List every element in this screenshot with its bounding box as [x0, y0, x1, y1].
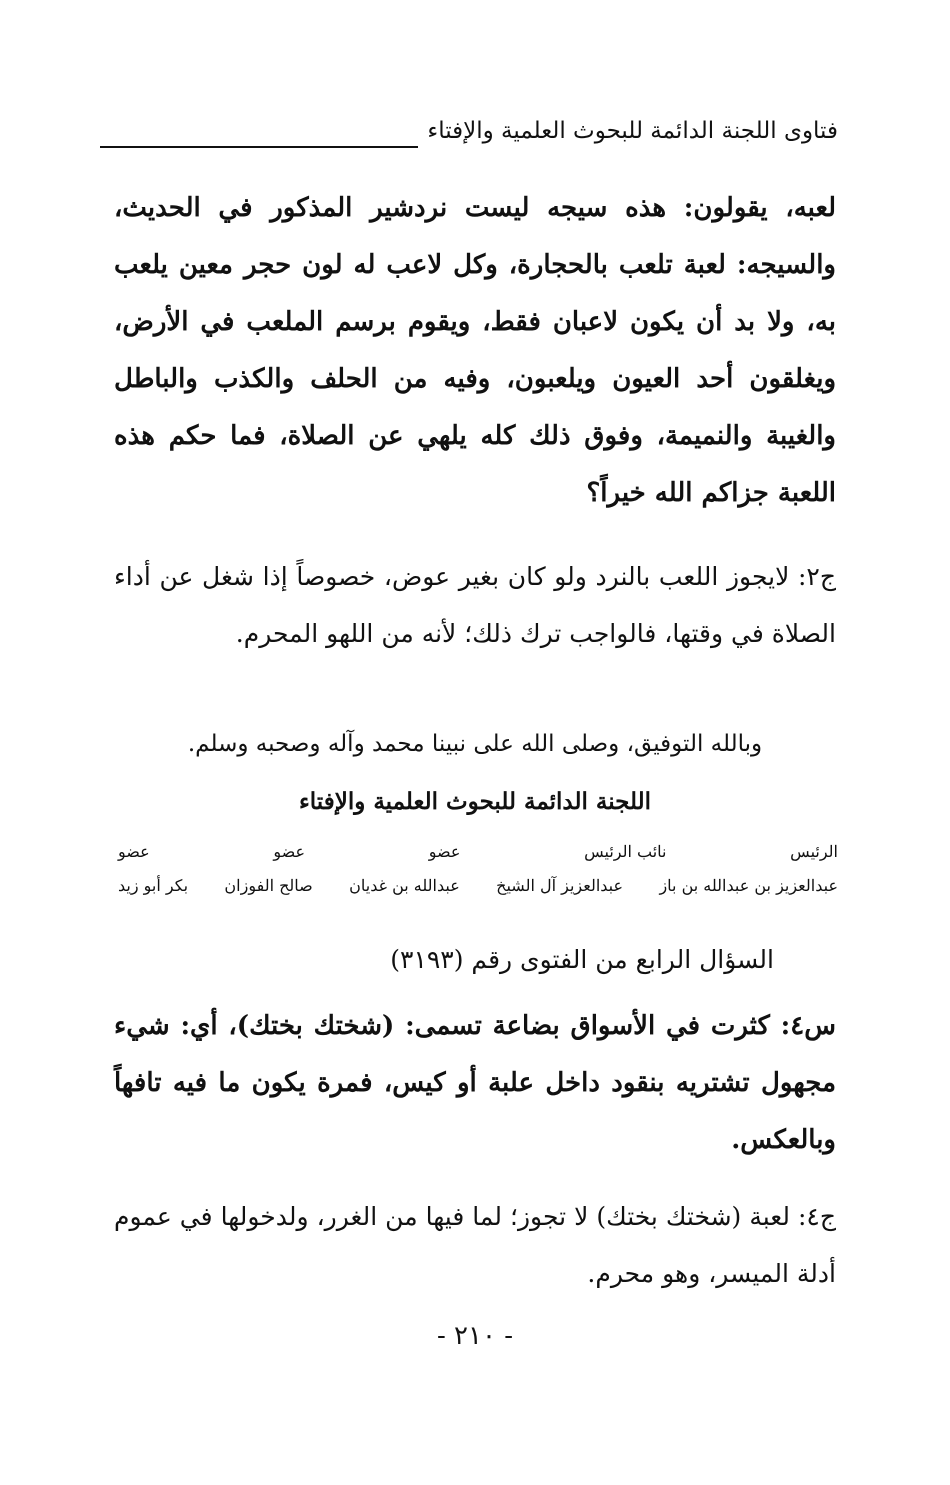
header-title: فتاوى اللجنة الدائمة للبحوث العلمية والإفتاء [427, 118, 838, 144]
signatory-name: عبدالعزيز بن عبدالله بن باز [659, 876, 838, 895]
signatory-role: عضو [118, 842, 150, 861]
header-rule [100, 146, 418, 148]
question-3-continuation: لعبه، يقولون: هذه سيجه ليست نردشير المذكور في الحديث، والسيجه: لعبة تلعب بالحجارة، وكل لاعب له لون حجر معين يلعب به، ولا بد أن يكون لاعبان فقط، ويقوم برسم الملعب في الأرض، ويغلقون أحد العيون ويلعبون، وفيه من الحلف والكذب والباطل والغيبة والنميمة، وفوق ذلك كله يلهي عن الصلاة، فما حكم هذه اللعبة جزاكم الله خيراً؟ [114, 193, 836, 508]
signatory-name: بكر أبو زيد [118, 876, 189, 895]
signatory-roles [118, 840, 838, 864]
answer-2: ج٢: لايجوز اللعب بالنرد ولو كان بغير عوض، خصوصاً إذا شغل عن أداء الصلاة في وقتها، فالواجب ترك ذلك؛ لأنه من اللهو المحرم. [114, 562, 836, 648]
committee-title: اللجنة الدائمة للبحوث العلمية والإفتاء [298, 788, 652, 815]
signatory-role: نائب الرئيس [584, 842, 667, 861]
signatory-name: عبدالله بن غديان [349, 876, 460, 895]
question-4-heading: السؤال الرابع من الفتوى رقم (٣١٩٣) [390, 945, 774, 974]
signatory-role: عضو [273, 842, 306, 861]
page-number: - ٢١٠ - [436, 1321, 514, 1351]
running-header [100, 116, 838, 156]
closing-formula: وبالله التوفيق، وصلى الله على نبينا محمد وآله وصحبه وسلم. [187, 731, 763, 757]
signatory-role: الرئيس [790, 842, 838, 861]
question-4: س٤: كثرت في الأسواق بضاعة تسمى: (شختك بختك)، أي: شيء مجهول تشتريه بنقود داخل علبة أو كيس، فمرة يكون ما فيه تافهاً وبالعكس. [114, 1011, 836, 1155]
signatory-names [118, 874, 838, 898]
signatory-name: عبدالعزيز آل الشيخ [496, 876, 624, 895]
signatory-role: عضو [428, 842, 461, 861]
signatory-name: صالح الفوزان [224, 876, 313, 895]
answer-4: ج٤: لعبة (شختك بختك) لا تجوز؛ لما فيها من الغرر، ولدخولها في عموم أدلة الميسر، وهو محرم. [114, 1202, 836, 1288]
